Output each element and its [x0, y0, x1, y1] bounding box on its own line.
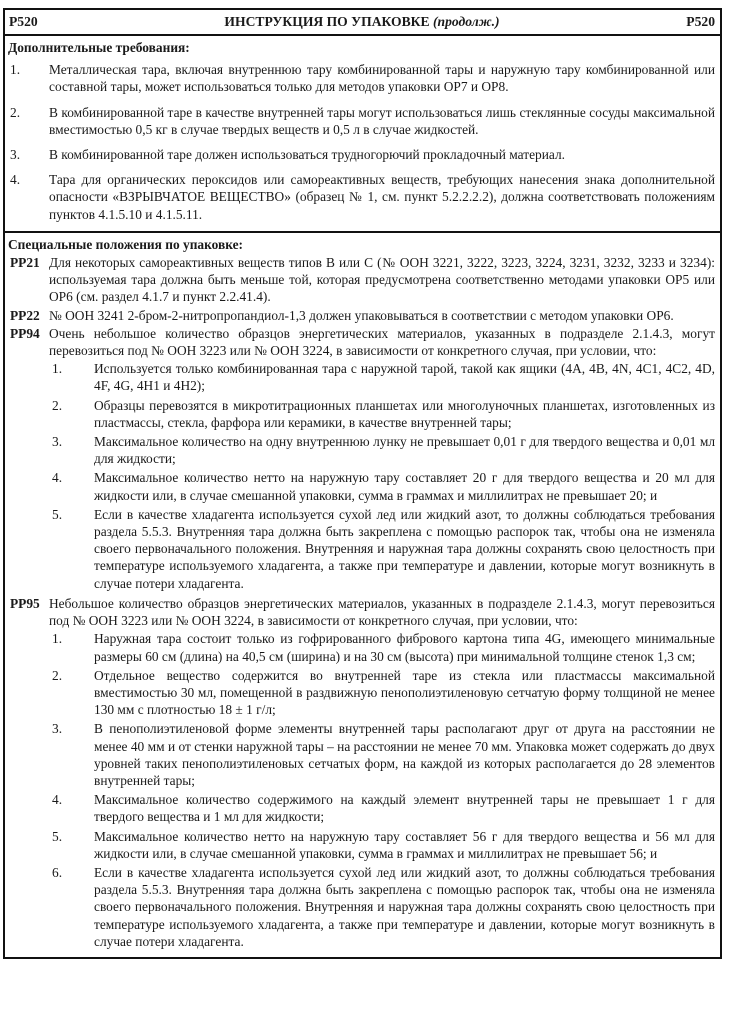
provision-text: Для некоторых самореактивных веществ типов B или C (№ ООН 3221, 3222, 3223, 3224, 3231, 3232, 3233 и 3234): используемая тара должна быть меньше той, которая предусмотрена соответственно методами упаковки OP5 или OP6 (см. раздел 4.1.7 и пункт 2.2.41.4).	[49, 255, 715, 305]
requirement-item	[8, 171, 715, 223]
provision-subitem	[49, 864, 715, 950]
title-suffix: (продолж.)	[433, 14, 500, 30]
subitem-text: Используется только комбинированная тара с наружной тарой, такой как ящики (4A, 4B, 4N, 4C1, 4C2, 4D, 4F, 4G, 4H1 и 4H2);	[94, 361, 715, 394]
provision-code: PP95	[10, 595, 40, 611]
subitem-number: 5.	[52, 828, 63, 844]
provision-pp94	[8, 325, 715, 594]
provision-code: PP22	[10, 307, 40, 323]
subitem-number: 3.	[52, 434, 63, 450]
instruction-code-left: P520	[9, 14, 38, 30]
provision-subitem	[49, 469, 715, 503]
subitem-text: Максимальное количество на одну внутреннюю лунку не превышает 0,01 г для твердого вещества и 0,01 мл для жидкости;	[94, 434, 715, 467]
subitem-text: Образцы перевозятся в микротитрационных планшетах или многолуночных планшетах, изготовленных из пластмассы, стекла, фарфора или керамики, в качестве внутренней тары;	[94, 397, 715, 430]
provision-subitem	[49, 360, 715, 394]
additional-requirements-section	[5, 36, 720, 231]
item-text: В комбинированной таре в качестве внутренней тары могут использоваться лишь стеклянные сосуды максимальной вместимостью 0,5 кг в случае твердых веществ и 0,5 л в случае жидкостей.	[49, 104, 715, 137]
special-provisions-section	[5, 231, 720, 957]
provision-code: PP21	[10, 255, 40, 271]
subitem-number: 6.	[52, 864, 63, 880]
provision-subitem	[49, 397, 715, 431]
item-number: 4.	[10, 172, 21, 188]
instruction-code-right: P520	[686, 14, 715, 30]
packing-instruction-table	[3, 8, 722, 959]
provision-pp95	[8, 595, 715, 952]
subitem-text: Наружная тара состоит только из гофрированного фибрового картона типа 4G, имеющего минимальные размеры 60 см (длина) на 40,5 см (ширина) и на 30 см (высота) при минимальной толщине стенок 1,3 см;	[94, 631, 715, 664]
subitem-number: 4.	[52, 470, 63, 486]
requirement-item	[8, 61, 715, 95]
provision-subitem	[49, 433, 715, 467]
item-number: 3.	[10, 147, 21, 163]
subitem-number: 2.	[52, 667, 63, 683]
provision-text: Очень небольшое количество образцов энергетических материалов, указанных в подразделе 2.1.4.3, могут перевозиться под № ООН 3223 или № ООН 3224, в зависимости от конкретного случая, при условии, что:	[49, 325, 715, 359]
subitem-text: Максимальное количество содержимого на каждый элемент внутренней тары не превышает 1 г для твердого вещества и 1 мл для жидкости;	[94, 792, 715, 825]
item-number: 2.	[10, 104, 21, 120]
subitem-text: Если в качестве хладагента используется сухой лед или жидкий азот, то должны соблюдаться требования раздела 5.5.3. Внутренняя тара должна быть закреплена с помощью распорок так, чтобы она не изменяла своего первоначального положения. Внутренняя и наружная тара должны сохранять свою целостность при температуре используемого хладагента, а также при температуре и давлении, которые могут возникнуть в случае потери хладагента.	[94, 864, 715, 949]
provision-subitem	[49, 720, 715, 789]
provision-subitem	[49, 667, 715, 719]
subitem-number: 2.	[52, 397, 63, 413]
page-title	[224, 13, 499, 30]
subitem-text: В пенополиэтиленовой форме элементы внутренней тары располагают друг от друга на расстоянии не менее 40 мм и от стенки наружной тары – на расстоянии не менее 70 мм. Упаковка может содержать до двух уровней таких пенополиэтиленовых сетчатых форм, на каждой из которых располагается до 28 элементов внутренней тары;	[94, 721, 715, 788]
subitem-number: 1.	[52, 361, 63, 377]
subitem-number: 4.	[52, 792, 63, 808]
requirement-item	[8, 146, 715, 163]
subitem-number: 5.	[52, 506, 63, 522]
item-text: Тара для органических пероксидов или самореактивных веществ, требующих нанесения знака дополнительной опасности «ВЗРЫВЧАТОЕ ВЕЩЕСТВО» (образец № 1, см. пункт 5.2.2.2.2), должна соответствовать положениям пунктов 4.1.5.10 и 4.1.5.11.	[49, 172, 715, 222]
provision-text: Небольшое количество образцов энергетических материалов, указанных в подразделе 2.1.4.3, могут перевозиться под № ООН 3223 или № ООН 3224, в зависимости от конкретного случая, при условии, что:	[49, 595, 715, 629]
provision-subitem	[49, 630, 715, 664]
subitem-text: Отдельное вещество содержится во внутренней таре из стекла или пластмассы максимальной вместимостью 30 мл, помещенной в раздвижную пенополиэтиленовую сетчатую форму толщиной не менее 130 мм с плотностью 18 ± 1 г/л;	[94, 667, 715, 718]
provision-pp22	[8, 307, 715, 324]
item-number: 1.	[10, 62, 21, 78]
subitem-text: Максимальное количество нетто на наружную тару составляет 20 г для твердого вещества и 20 мл для жидкости или, в случае смешанной упаковки, сумма в граммах и миллилитрах не превышает 20; и	[94, 470, 715, 503]
provision-text: № ООН 3241 2-бром-2-нитропропандиол-1,3 должен упаковываться в соответствии с методом упаковки OP6.	[49, 307, 674, 323]
section-title: Специальные положения по упаковке:	[8, 236, 244, 252]
title-main: ИНСТРУКЦИЯ ПО УПАКОВКЕ	[224, 14, 430, 30]
provision-pp21	[8, 254, 715, 306]
section-title: Дополнительные требования:	[8, 40, 190, 55]
item-text: В комбинированной таре должен использоваться трудногорючий прокладочный материал.	[49, 147, 565, 163]
subitem-number: 3.	[52, 721, 63, 737]
table-header	[5, 10, 720, 36]
provision-subitem	[49, 828, 715, 862]
subitem-number: 1.	[52, 631, 63, 647]
requirement-item	[8, 104, 715, 138]
subitem-text: Если в качестве хладагента используется сухой лед или жидкий азот, то должны соблюдаться требования раздела 5.5.3. Внутренняя тара должна быть закреплена с помощью распорок так, чтобы она не изменяла своего первоначального положения. Внутренняя и наружная тара должны сохранять свою целостность при температуре используемого хладагента, а также при температуре и давлении, которые могут возникнуть в случае потери хладагента.	[94, 506, 715, 591]
provision-subitem	[49, 791, 715, 825]
provision-subitem	[49, 506, 715, 592]
subitem-text: Максимальное количество нетто на наружную тару составляет 56 г для твердого вещества и 56 мл для жидкости или, в случае смешанной упаковки, сумма в граммах и миллилитрах не превышает 56; и	[94, 828, 715, 861]
item-text: Металлическая тара, включая внутреннюю тару комбинированной тары и наружную тару комбинированной или составной тары, может использоваться только для методов упаковки OP7 и OP8.	[49, 62, 715, 95]
provision-code: PP94	[10, 325, 40, 341]
